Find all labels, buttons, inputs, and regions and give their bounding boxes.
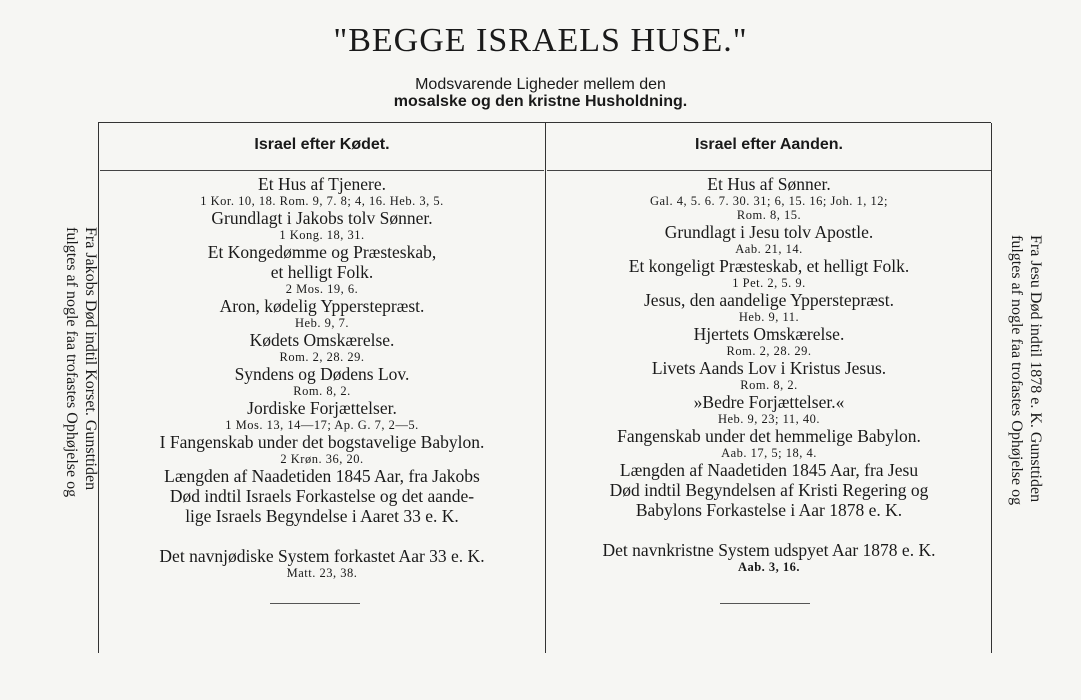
right-item-ref: 1 Pet. 2, 5. 9. [732, 276, 806, 290]
right-item-main: Grundlagt i Jesu tolv Apostle. [664, 222, 874, 242]
left-item-main: Aron, kødelig Ypperstepræst. [219, 296, 425, 316]
left-item-main: I Fangenskab under det bogstavelige Babylon. [159, 432, 485, 452]
left-header-rule [100, 170, 544, 171]
right-column-header: Israel efter Aanden. [695, 136, 843, 153]
right-section-separator [720, 603, 810, 604]
spacer [547, 520, 991, 540]
right-item-main: Det navnkristne System udspyet Aar 1878 e. K. [602, 540, 936, 560]
left-item-main: Et Hus af Tjenere. [258, 174, 386, 194]
table-column-divider [545, 123, 546, 653]
left-margin-line: Fra Jakobs Død indtil Korset. Gunsttiden [82, 227, 99, 491]
document-subtitle-line2: mosalske og den kristne Husholdning. [393, 93, 688, 110]
left-item-ref: Matt. 23, 38. [286, 566, 358, 580]
left-item-ref: 1 Kor. 10, 18. Rom. 9, 7. 8; 4, 16. Heb. 3, 5. [200, 194, 444, 208]
right-item-ref: Aab. 3, 16. [737, 560, 801, 574]
right-item-main: Død indtil Begyndelsen af Kristi Regering og [609, 480, 929, 500]
left-item-main: Kødets Omskærelse. [249, 330, 395, 350]
left-item-main: Jordiske Forjættelser. [247, 398, 397, 418]
right-item-main: Fangenskab under det hemmelige Babylon. [617, 426, 921, 446]
left-item-ref: Heb. 9, 7. [295, 316, 349, 330]
right-item-ref: Aab. 17, 5; 18, 4. [721, 446, 817, 460]
document-title: "BEGGE ISRAELS HUSE." [333, 22, 748, 59]
right-item-ref: Rom. 8, 2. [740, 378, 798, 392]
right-item-ref: Heb. 9, 11. [738, 310, 800, 324]
left-margin-line: fulgtes af nogle faa trofastes Ophøjelse og [63, 227, 80, 498]
table-right-border [991, 123, 992, 653]
right-margin-text [1007, 235, 1045, 505]
left-item-main: Syndens og Dødens Lov. [234, 364, 410, 384]
left-item-ref: 2 Mos. 19, 6. [285, 282, 359, 296]
right-item-main: Et kongeligt Præsteskab, et helligt Folk. [628, 256, 910, 276]
right-margin-line: Fra Jesu Død indtil 1878 e. K. Gunsttiden [1027, 235, 1044, 503]
right-item-main: Livets Aands Lov i Kristus Jesus. [651, 358, 887, 378]
right-item-main: Babylons Forkastelse i Aar 1878 e. K. [635, 500, 903, 520]
left-item-ref: Rom. 2, 28. 29. [279, 350, 365, 364]
left-item-ref: Rom. 8, 2. [293, 384, 351, 398]
right-margin-line: fulgtes af nogle faa trofastes Ophøjelse og [1008, 235, 1025, 506]
left-column-header: Israel efter Kødet. [254, 136, 390, 153]
left-item-ref: 2 Krøn. 36, 20. [280, 452, 364, 466]
left-item-main: Længden af Naadetiden 1845 Aar, fra Jakobs [164, 466, 480, 486]
right-header-rule [547, 170, 991, 171]
right-item-main: »Bedre Forjættelser.« [693, 392, 845, 412]
left-item-main: lige Israels Begyndelse i Aaret 33 e. K. [185, 506, 459, 526]
right-item-ref: Aab. 21, 14. [735, 242, 803, 256]
right-item-main: Længden af Naadetiden 1845 Aar, fra Jesu [619, 460, 919, 480]
left-item-main: et helligt Folk. [270, 262, 374, 282]
left-item-main: Det navnjødiske System forkastet Aar 33 e. K. [159, 546, 485, 566]
left-column [100, 174, 544, 580]
right-item-ref: Rom. 8, 15. [736, 208, 802, 222]
right-item-ref: Rom. 2, 28. 29. [726, 344, 812, 358]
left-item-main: Død indtil Israels Forkastelse og det aande- [169, 486, 475, 506]
right-item-main: Jesus, den aandelige Ypperstepræst. [644, 290, 894, 310]
right-item-main: Et Hus af Sønner. [707, 174, 831, 194]
left-margin-text [62, 227, 100, 497]
right-item-main: Hjertets Omskærelse. [693, 324, 845, 344]
left-item-main: Et Kongedømme og Præsteskab, [207, 242, 437, 262]
right-item-ref: Gal. 4, 5. 6. 7. 30. 31; 6, 15. 16; Joh. 1, 12; [649, 194, 889, 208]
spacer [100, 526, 544, 546]
left-section-separator [270, 603, 360, 604]
document-subtitle-line1: Modsvarende Ligheder mellem den [415, 76, 666, 93]
left-item-ref: 1 Kong. 18, 31. [279, 228, 365, 242]
right-item-ref: Heb. 9, 23; 11, 40. [717, 412, 821, 426]
right-column [547, 174, 991, 574]
left-item-main: Grundlagt i Jakobs tolv Sønner. [211, 208, 433, 228]
left-item-ref: 1 Mos. 13, 14—17; Ap. G. 7, 2—5. [225, 418, 419, 432]
